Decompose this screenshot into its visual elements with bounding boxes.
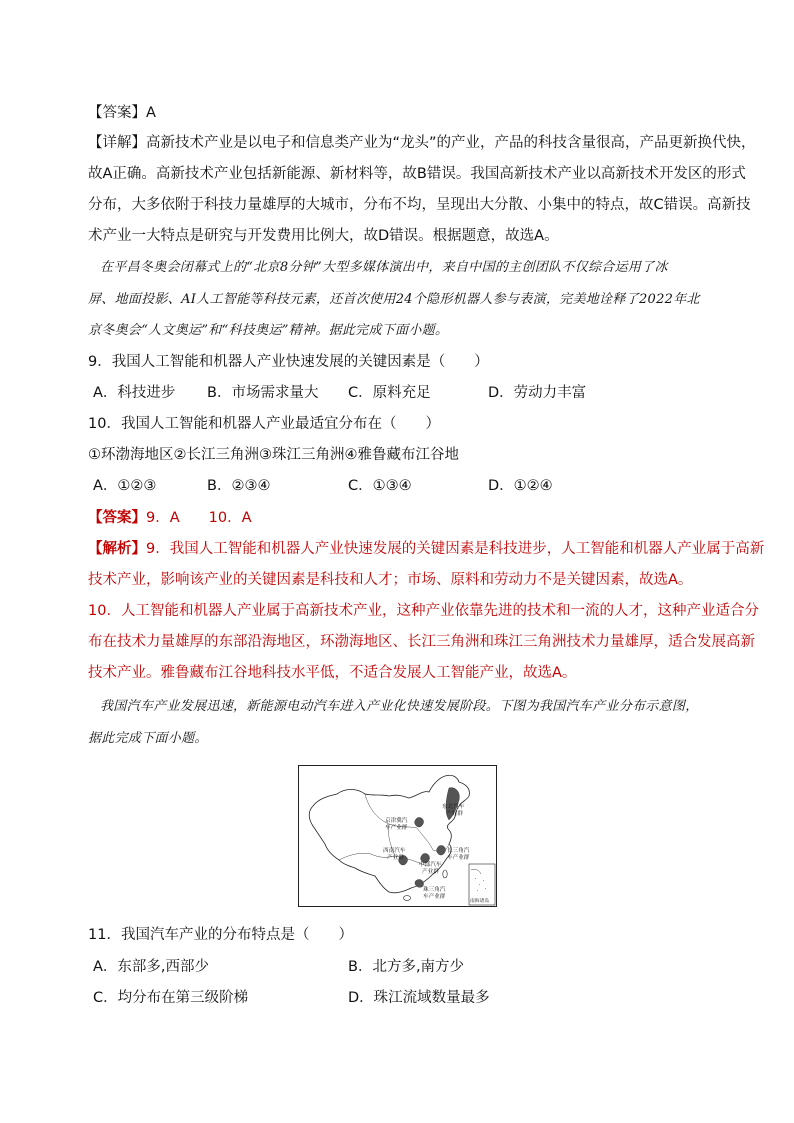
- taiwan-island: [443, 870, 447, 878]
- analysis-line-2: 技术产业，影响该产业的关键因素是科技和人才；市场、原料和劳动力不是关键因素，故选A。: [88, 572, 693, 588]
- passage-2-line-1: 我国汽车产业发展迅速，新能源电动汽车进入产业化快速发展阶段。下图为我国汽车产业分布示意图，: [100, 699, 699, 714]
- q11-option-d[interactable]: D．珠江流域数量最多: [348, 990, 490, 1006]
- analysis-line-3: 10．人工智能和机器人产业属于高新技术产业，这种产业依靠先进的技术和一流的人才，这种产业适合分: [88, 603, 759, 619]
- analysis-line-1: [88, 539, 764, 559]
- label-southwest-2: 产业群: [387, 855, 404, 861]
- label-yangtze-2: 车产业群: [447, 855, 470, 861]
- label-yangtze-1: 长三角汽: [447, 848, 470, 854]
- q11-option-b[interactable]: B．北方多,南方少: [348, 959, 465, 975]
- map-svg: [299, 766, 496, 906]
- passage-1-line-2: 屏、地面投影、AI人工智能等科技元素，还首次使用24个隐形机器人参与表演，完美地诠释了2022年北: [88, 292, 700, 307]
- china-auto-industry-map: [298, 765, 497, 907]
- question-10-stem: 10．我国人工智能和机器人产业最适宜分布在（ ）: [88, 416, 440, 432]
- detail-line-4: 术产业一大特点是研究与开发费用比例大，故D错误。根据题意，故选A。: [88, 228, 559, 244]
- analysis-line-4: 布在技术力量雄厚的东部沿海地区，环渤海地区、长江三角洲和珠江三角洲技术力量雄厚，适合发展高新: [88, 634, 755, 650]
- analysis-text: 9．我国人工智能和机器人产业快速发展的关键因素是科技进步，人工智能和机器人产业属于高新: [146, 541, 765, 557]
- label-central-1: 中部汽车: [419, 862, 442, 868]
- detail-line-3: 分布，大多依附于科技力量雄厚的大城市，分布不均，呈现出大分散、小集中的特点，故C错误。高新技: [88, 197, 751, 213]
- detail-line-1: [88, 133, 756, 153]
- question-9-stem: 9．我国人工智能和机器人产业快速发展的关键因素是（ ）: [88, 354, 489, 370]
- label-jingjin-1: 京津冀汽: [385, 818, 408, 824]
- jingjin-cluster-region: [415, 817, 424, 827]
- q9-option-c[interactable]: C．原料充足: [348, 385, 431, 401]
- answer-line-1: [88, 103, 156, 123]
- q11-option-c[interactable]: C．均分布在第三级阶梯: [93, 990, 249, 1006]
- detail-line-2: 故A正确。高新技术产业包括新能源、新材料等，故B错误。我国高新技术产业以高新技术开发区的形式: [88, 166, 746, 182]
- answer-tag-2: 【答案】: [88, 510, 146, 526]
- analysis-tag: 【解析】: [88, 541, 146, 557]
- inset-label: 南海诸岛: [470, 899, 490, 904]
- label-northeast-2: 产业群: [446, 811, 463, 817]
- detail-text: 高新技术产业是以电子和信息类产业为“龙头”的产业，产品的科技含量很高，产品更新换代快，: [146, 135, 756, 151]
- q10-option-c[interactable]: C．①③④: [348, 478, 412, 494]
- question-10-subitems: ①环渤海地区②长江三角洲③珠江三角洲④雅鲁藏布江谷地: [88, 447, 459, 463]
- q9-option-b[interactable]: B．市场需求量大: [207, 385, 319, 401]
- label-northeast-1: 东北汽车: [442, 804, 465, 810]
- q9-option-a[interactable]: A．科技进步: [93, 385, 176, 401]
- label-jingjin-2: 车产业群: [385, 825, 408, 831]
- answer-value-2: 9．A 10．A: [146, 510, 252, 526]
- label-southwest-1: 西南汽车: [383, 848, 406, 854]
- passage-1-line-3: 京冬奥会“人文奥运”和“科技奥运”精神。据此完成下面小题。: [88, 323, 449, 338]
- answer-line-2: [88, 508, 252, 528]
- passage-1-line-1: 在平昌冬奥会闭幕式上的“北京8分钟”大型多媒体演出中，来自中国的主创团队不仅综合运用了冰: [100, 260, 668, 275]
- q9-option-d[interactable]: D．劳动力丰富: [488, 385, 587, 401]
- q10-option-b[interactable]: B．②③④: [207, 478, 271, 494]
- q10-option-a[interactable]: A．①②③: [93, 478, 157, 494]
- label-central-2: 产业群: [422, 869, 439, 875]
- label-pearl-1: 珠三角汽: [423, 887, 446, 893]
- answer-tag: 【答案】: [88, 105, 146, 121]
- q10-option-d[interactable]: D．①②④: [488, 478, 553, 494]
- answer-value: A: [146, 105, 156, 121]
- hainan-island: [404, 896, 411, 901]
- yangtze-cluster-region: [437, 845, 446, 855]
- label-pearl-2: 车产业群: [423, 894, 446, 900]
- passage-2-line-2: 据此完成下面小题。: [88, 731, 208, 746]
- detail-tag: 【详解】: [88, 135, 146, 151]
- analysis-line-5: 技术产业。雅鲁藏布江谷地科技水平低，不适合发展人工智能产业，故选A。: [88, 665, 577, 681]
- q11-option-a[interactable]: A．东部多,西部少: [93, 959, 210, 975]
- question-11-stem: 11．我国汽车产业的分布特点是（ ）: [88, 927, 353, 943]
- china-outline: [309, 775, 469, 893]
